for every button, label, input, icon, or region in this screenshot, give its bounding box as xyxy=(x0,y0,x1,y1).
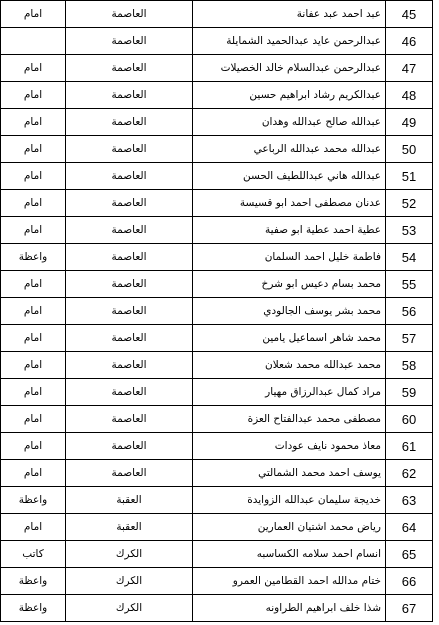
governorate-cell[interactable]: العاصمة xyxy=(66,298,193,325)
row-number-cell[interactable]: 49 xyxy=(386,109,433,136)
table-row xyxy=(1,379,433,406)
job-title-cell[interactable]: واعظة xyxy=(1,595,66,622)
table-row xyxy=(1,352,433,379)
row-number-cell[interactable]: 47 xyxy=(386,55,433,82)
governorate-cell[interactable]: العاصمة xyxy=(66,55,193,82)
row-number-cell[interactable]: 51 xyxy=(386,163,433,190)
governorate-cell[interactable]: العقبة xyxy=(66,514,193,541)
name-cell[interactable]: محمد بسام دعيس ابو شرخ xyxy=(193,271,386,298)
name-cell[interactable]: محمد عبدالله محمد شعلان xyxy=(193,352,386,379)
row-number-cell[interactable]: 50 xyxy=(386,136,433,163)
job-title-cell[interactable]: امام xyxy=(1,55,66,82)
row-number-cell[interactable]: 66 xyxy=(386,568,433,595)
name-cell[interactable]: مراد كمال عبدالرزاق مهيار xyxy=(193,379,386,406)
table-row xyxy=(1,568,433,595)
table-row xyxy=(1,460,433,487)
table-row xyxy=(1,244,433,271)
table-row xyxy=(1,1,433,28)
table-row xyxy=(1,325,433,352)
name-cell[interactable]: عبدالرحمن عبدالسلام خالد الخصيلات xyxy=(193,55,386,82)
name-cell[interactable]: شذا خلف ابراهيم الطراونه xyxy=(193,595,386,622)
table-row xyxy=(1,28,433,55)
job-title-cell[interactable]: امام xyxy=(1,514,66,541)
job-title-cell[interactable]: امام xyxy=(1,82,66,109)
job-title-cell[interactable]: امام xyxy=(1,433,66,460)
row-number-cell[interactable]: 61 xyxy=(386,433,433,460)
governorate-cell[interactable]: العاصمة xyxy=(66,1,193,28)
governorate-cell[interactable]: الكرك xyxy=(66,541,193,568)
job-title-cell[interactable]: امام xyxy=(1,379,66,406)
name-cell[interactable]: محمد بشر يوسف الجالودي xyxy=(193,298,386,325)
row-number-cell[interactable]: 64 xyxy=(386,514,433,541)
job-title-cell[interactable]: امام xyxy=(1,136,66,163)
job-title-cell[interactable]: امام xyxy=(1,109,66,136)
table-row xyxy=(1,514,433,541)
job-title-cell[interactable]: امام xyxy=(1,190,66,217)
job-title-cell[interactable]: امام xyxy=(1,271,66,298)
row-number-cell[interactable]: 54 xyxy=(386,244,433,271)
table-row xyxy=(1,82,433,109)
job-title-cell[interactable]: امام xyxy=(1,406,66,433)
name-cell[interactable]: عبدالكريم رشاد ابراهيم حسين xyxy=(193,82,386,109)
governorate-cell[interactable]: الكرك xyxy=(66,595,193,622)
table-row xyxy=(1,271,433,298)
job-title-cell[interactable]: امام xyxy=(1,460,66,487)
row-number-cell[interactable]: 59 xyxy=(386,379,433,406)
governorate-cell[interactable]: العقبة xyxy=(66,487,193,514)
row-number-cell[interactable]: 55 xyxy=(386,271,433,298)
governorate-cell[interactable]: العاصمة xyxy=(66,136,193,163)
job-title-cell[interactable]: امام xyxy=(1,163,66,190)
governorate-cell[interactable]: العاصمة xyxy=(66,271,193,298)
name-cell[interactable]: عبدالله محمد عبدالله الرباعي xyxy=(193,136,386,163)
row-number-cell[interactable]: 48 xyxy=(386,82,433,109)
table-row xyxy=(1,109,433,136)
name-cell[interactable]: خديجة سليمان عبدالله الزوايدة xyxy=(193,487,386,514)
job-title-cell[interactable]: امام xyxy=(1,298,66,325)
name-cell[interactable]: يوسف احمد محمد الشمالتي xyxy=(193,460,386,487)
job-title-cell[interactable]: امام xyxy=(1,352,66,379)
table-row xyxy=(1,163,433,190)
row-number-cell[interactable]: 57 xyxy=(386,325,433,352)
table-row xyxy=(1,541,433,568)
table-row xyxy=(1,487,433,514)
governorate-cell[interactable]: الكرك xyxy=(66,568,193,595)
name-cell[interactable]: معاذ محمود نايف عودات xyxy=(193,433,386,460)
row-number-cell[interactable]: 45 xyxy=(386,1,433,28)
name-cell[interactable]: فاطمة خليل احمد السلمان xyxy=(193,244,386,271)
row-number-cell[interactable]: 60 xyxy=(386,406,433,433)
row-number-cell[interactable]: 53 xyxy=(386,217,433,244)
name-cell[interactable]: محمد شاهر اسماعيل يامين xyxy=(193,325,386,352)
job-title-cell[interactable]: واعظة xyxy=(1,568,66,595)
table-body xyxy=(1,1,433,622)
table-row xyxy=(1,595,433,622)
row-number-cell[interactable]: 67 xyxy=(386,595,433,622)
row-number-cell[interactable]: 65 xyxy=(386,541,433,568)
table-row xyxy=(1,136,433,163)
governorate-cell[interactable]: العاصمة xyxy=(66,82,193,109)
row-number-cell[interactable]: 62 xyxy=(386,460,433,487)
governorate-cell[interactable]: العاصمة xyxy=(66,217,193,244)
governorate-cell[interactable]: العاصمة xyxy=(66,244,193,271)
table-row xyxy=(1,433,433,460)
name-cell[interactable]: عدنان مصطفى احمد ابو قسيسة xyxy=(193,190,386,217)
row-number-cell[interactable]: 46 xyxy=(386,28,433,55)
governorate-cell[interactable]: العاصمة xyxy=(66,352,193,379)
name-cell[interactable]: عبدالرحمن عايد عبدالحميد الشمايلة xyxy=(193,28,386,55)
governorate-cell[interactable]: العاصمة xyxy=(66,460,193,487)
governorate-cell[interactable]: العاصمة xyxy=(66,379,193,406)
governorate-cell[interactable]: العاصمة xyxy=(66,325,193,352)
table-row xyxy=(1,55,433,82)
governorate-cell[interactable]: العاصمة xyxy=(66,406,193,433)
name-cell[interactable]: عطية احمد عطية ابو صفية xyxy=(193,217,386,244)
job-title-cell[interactable]: واعظة xyxy=(1,487,66,514)
table-row xyxy=(1,298,433,325)
name-cell[interactable]: عبدالله صالح عبدالله وهدان xyxy=(193,109,386,136)
governorate-cell[interactable]: العاصمة xyxy=(66,109,193,136)
job-title-cell[interactable]: كاتب xyxy=(1,541,66,568)
job-title-cell[interactable]: واعظة xyxy=(1,244,66,271)
name-cell[interactable]: عبدالله هاني عبداللطيف الحسن xyxy=(193,163,386,190)
row-number-cell[interactable]: 56 xyxy=(386,298,433,325)
job-title-cell[interactable]: امام xyxy=(1,1,66,28)
table-row xyxy=(1,190,433,217)
name-cell[interactable]: عبد احمد عبد عفانة xyxy=(193,1,386,28)
name-cell[interactable]: مصطفى محمد عبدالفتاح العزة xyxy=(193,406,386,433)
row-number-cell[interactable]: 52 xyxy=(386,190,433,217)
table-row xyxy=(1,406,433,433)
name-cell[interactable]: انسام احمد سلامه الكساسبه xyxy=(193,541,386,568)
table-row xyxy=(1,217,433,244)
job-title-cell[interactable]: امام xyxy=(1,325,66,352)
job-title-cell[interactable] xyxy=(1,28,66,55)
governorate-cell[interactable]: العاصمة xyxy=(66,190,193,217)
name-cell[interactable]: ختام مدالله احمد القطامين العمرو xyxy=(193,568,386,595)
governorate-cell[interactable]: العاصمة xyxy=(66,163,193,190)
row-number-cell[interactable]: 63 xyxy=(386,487,433,514)
name-cell[interactable]: رياض محمد اشتيان العمارين xyxy=(193,514,386,541)
row-number-cell[interactable]: 58 xyxy=(386,352,433,379)
governorate-cell[interactable]: العاصمة xyxy=(66,28,193,55)
job-title-cell[interactable]: امام xyxy=(1,217,66,244)
governorate-cell[interactable]: العاصمة xyxy=(66,433,193,460)
